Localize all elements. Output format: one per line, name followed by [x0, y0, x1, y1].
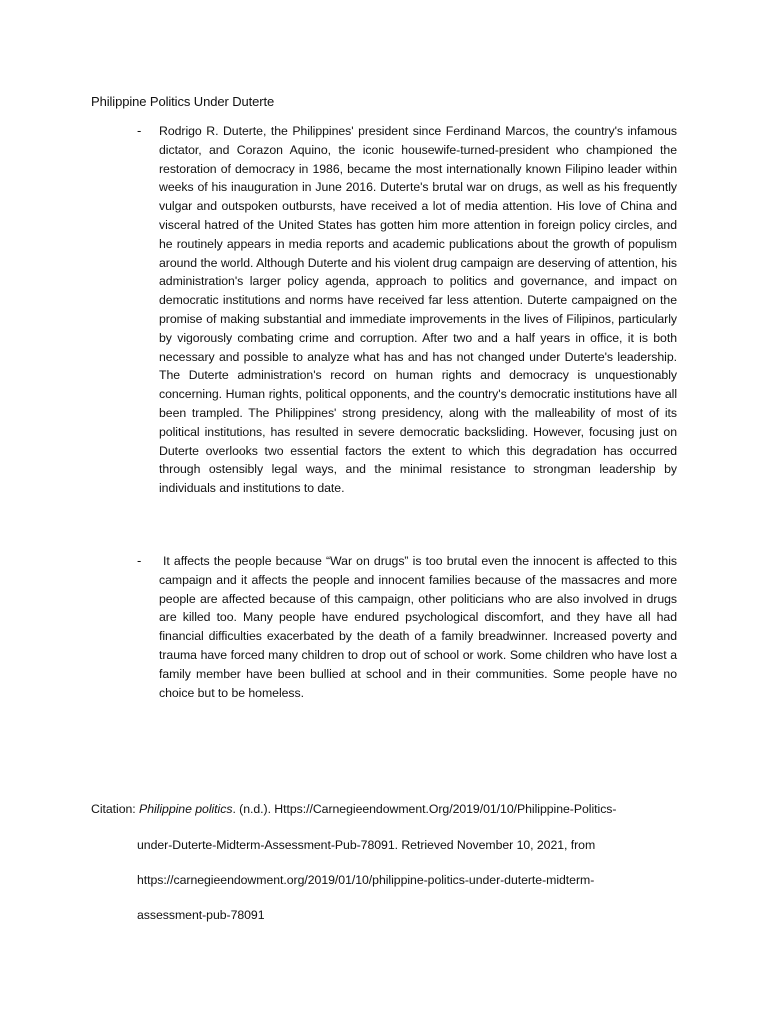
- citation-line-2: under-Duterte-Midterm-Assessment-Pub-78091. Retrieved November 10, 2021, from: [137, 838, 596, 852]
- bullet-paragraph-1: [137, 122, 677, 498]
- document-title: Philippine Politics Under Duterte: [91, 94, 275, 109]
- bullet-paragraph-2: [137, 552, 677, 702]
- bullet-text: Rodrigo R. Duterte, the Philippines' president since Ferdinand Marcos, the country's infamous dictator, and Corazon Aquino, the iconic housewife-turned-president who championed the restoration of democracy in 1986, became the most internationally known Filipino leader within weeks of his inauguration in June 2016. Duterte's brutal war on drugs, as well as his frequently vulgar and outspoken outbursts, have received a lot of media attention. His love of China and visceral hatred of the United States has gotten him more attention in foreign policy circles, and he routinely appears in media reports and academic publications about the growth of populism around the world. Although Duterte and his violent drug campaign are deserving of attention, his administration's larger policy agenda, approach to politics and governance, and impact on democratic institutions and norms have received far less attention. Duterte campaigned on the promise of making substantial and immediate improvements in the lives of Filipinos, particularly by vigorously combating crime and corruption. After two and a half years in office, it is both necessary and possible to analyze what has and has not changed under Duterte's leadership. The Duterte administration's record on human rights and democracy is unquestionably concerning. Human rights, political opponents, and the country's democratic institutions have all been trampled. The Philippines' strong presidency, along with the malleability of most of its political institutions, has resulted in severe democratic backsliding. However, focusing just on Duterte overlooks two essential factors the extent to which this degradation has occurred through ostensibly legal ways, and the minimal resistance to strongman leadership by individuals and institutions to date.: [159, 124, 677, 496]
- citation-source-title: Philippine politics: [139, 802, 233, 816]
- citation-line-3: https://carnegieendowment.org/2019/01/10/philippine-politics-under-duterte-midterm-: [137, 873, 595, 887]
- bullet-text: It affects the people because “War on drugs” is too brutal even the innocent is affected to this campaign and it affects the people and innocent families because of the massacres and more people are affected because of this campaign, other politicians who are also involved in drugs are killed too. Many people have endured psychological discomfort, and they have all had financial difficulties exacerbated by the death of a family breadwinner. Increased poverty and trauma have forced many children to drop out of school or work. Some children who have lost a family member have been bullied at school and in their communities. Some people have no choice but to be homeless.: [159, 554, 677, 700]
- citation-line-1: [91, 800, 616, 818]
- citation-details: . (n.d.). Https://Carnegieendowment.Org/2019/01/10/Philippine-Politics-: [232, 802, 617, 816]
- citation-label: Citation:: [91, 802, 136, 816]
- bullet-dash: -: [137, 123, 142, 138]
- bullet-dash: -: [137, 553, 142, 568]
- citation-line-4: assessment-pub-78091: [137, 908, 265, 922]
